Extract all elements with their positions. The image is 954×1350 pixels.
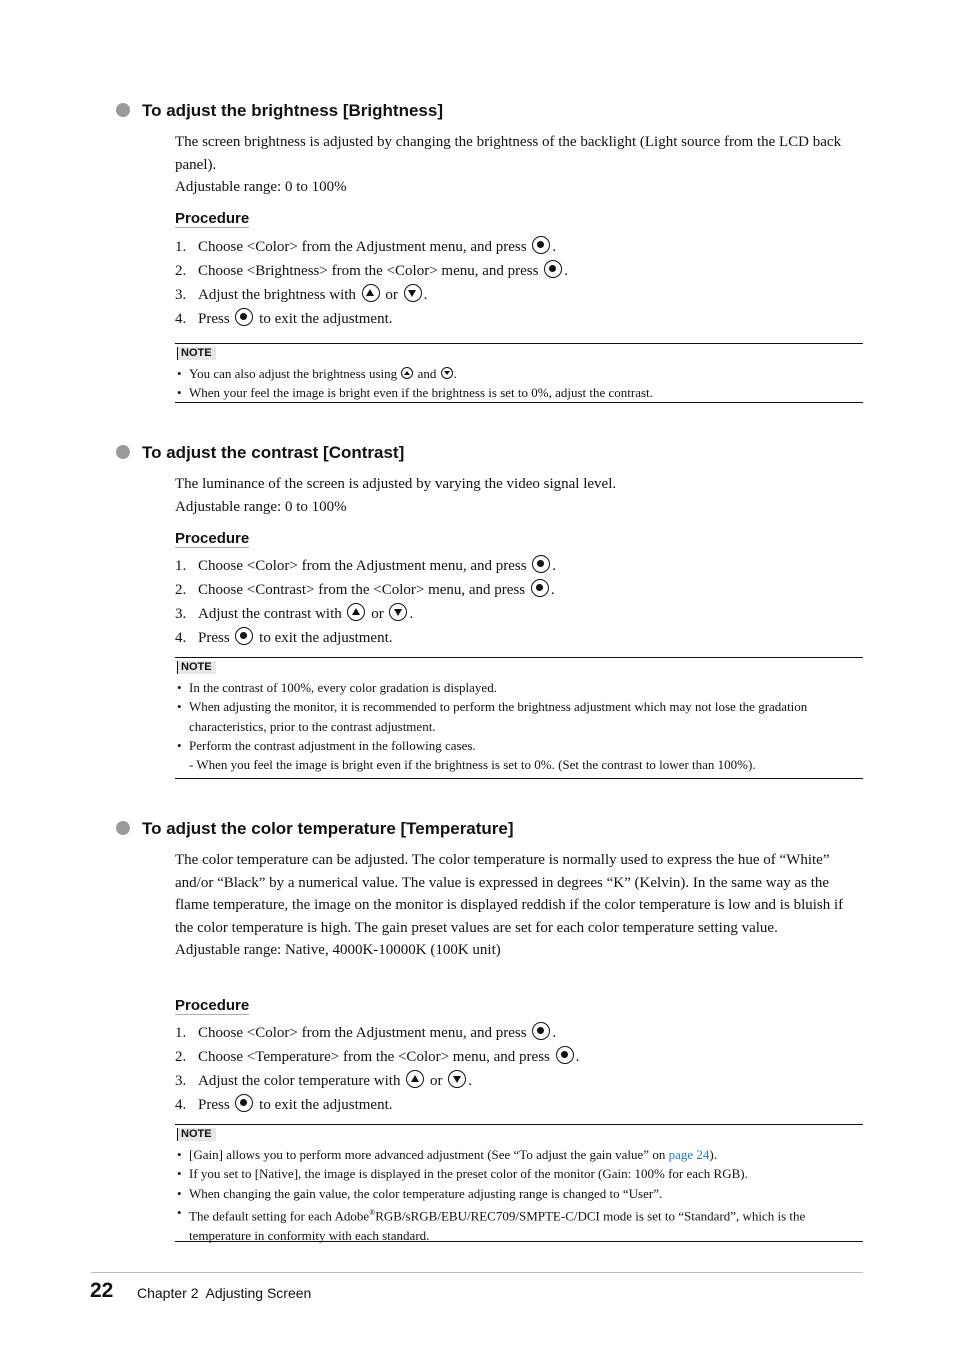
temperature-procedure-label: Procedure [175,997,250,1014]
up-button-icon [362,284,380,302]
enter-button-icon [532,555,550,573]
page-24-link[interactable]: page 24 [668,1147,710,1162]
note-label: NOTE [177,347,216,360]
note-item: • The default setting for each Adobe®RGB/sRGB/EBU/REC709/SMPTE-C/DCI mode is set to “Standard”, which is the temperature in conformity with each standard. [175,1203,863,1245]
temperature-steps [175,1021,865,1117]
list-item: 2. Choose <Temperature> from the <Color> menu, and press . [175,1045,865,1069]
enter-button-icon [235,627,253,645]
note-item: • You can also adjust the brightness using and . [175,364,863,383]
page-number: 22 [90,1279,114,1302]
enter-button-icon [235,1094,253,1112]
down-button-icon [448,1070,466,1088]
brightness-note [175,343,863,403]
note-item: • If you set to [Native], the image is displayed in the preset color of the monitor (Gain: 100% for each RGB). [175,1164,863,1183]
note-label: NOTE [177,661,216,674]
list-item: 2. Choose <Contrast> from the <Color> menu, and press . [175,578,865,602]
enter-button-icon [532,236,550,254]
note-item: • When adjusting the monitor, it is recommended to perform the brightness adjustment which may not lose the gradation characteristics, prior to the contrast adjustment. [175,697,863,736]
up-button-icon [347,603,365,621]
note-subitem: - When you feel the image is bright even if the brightness is set to 0%. (Set the contrast to lower than 100%). [189,757,756,773]
brightness-heading: To adjust the brightness [Brightness] [116,101,443,121]
brightness-description: The screen brightness is adjusted by changing the brightness of the backlight (Light source from the LCD back panel). Adjustable range: 0 to 100% [175,134,842,195]
list-item: 3. Adjust the color temperature with or . [175,1069,865,1093]
temperature-heading: To adjust the color temperature [Temperature] [116,819,514,839]
contrast-note [175,657,863,779]
brightness-steps [175,235,865,331]
enter-button-icon [532,1022,550,1040]
list-item: 1. Choose <Color> from the Adjustment menu, and press . [175,1021,865,1045]
note-item: • [Gain] allows you to perform more advanced adjustment (See “To adjust the gain value” on page 24). [175,1145,863,1164]
brightness-procedure-label: Procedure [175,210,250,227]
down-button-icon [404,284,422,302]
note-label: NOTE [177,1128,216,1141]
note-item: • When your feel the image is bright even if the brightness is set to 0%, adjust the contrast. [175,383,863,402]
down-button-icon [389,603,407,621]
note-item: • When changing the gain value, the color temperature adjusting range is changed to “User”. [175,1184,863,1203]
list-item: 4. Press to exit the adjustment. [175,307,865,331]
enter-button-icon [235,308,253,326]
down-button-icon [441,367,453,379]
contrast-steps [175,554,865,650]
bullet-circle-icon [116,821,130,835]
enter-button-icon [556,1046,574,1064]
contrast-procedure-label: Procedure [175,530,250,547]
contrast-heading: To adjust the contrast [Contrast] [116,443,404,463]
contrast-description: The luminance of the screen is adjusted by varying the video signal level. Adjustable range: 0 to 100% [175,476,617,515]
list-item: 2. Choose <Brightness> from the <Color> menu, and press . [175,259,865,283]
temperature-note [175,1124,863,1242]
bullet-circle-icon [116,103,130,117]
list-item: 4. Press to exit the adjustment. [175,626,865,650]
list-item: 3. Adjust the brightness with or . [175,283,865,307]
list-item: 4. Press to exit the adjustment. [175,1093,865,1117]
enter-button-icon [544,260,562,278]
chapter-title: Chapter 2 Adjusting Screen [137,1285,312,1301]
list-item: 1. Choose <Color> from the Adjustment menu, and press . [175,235,865,259]
note-item: • Perform the contrast adjustment in the following cases. [175,736,863,755]
up-button-icon [401,367,413,379]
bullet-circle-icon [116,445,130,459]
footer-divider [91,1272,863,1273]
enter-button-icon [531,579,549,597]
up-button-icon [406,1070,424,1088]
list-item: 3. Adjust the contrast with or . [175,602,865,626]
note-item: • In the contrast of 100%, every color gradation is displayed. [175,678,863,697]
temperature-description: The color temperature can be adjusted. The color temperature is normally used to express the hue of “White” and/or “Black” by a numerical value. The value is expressed in degrees “K” (Kelvin). In the same way as the flame temperature, the image on the monitor is displayed reddish if the color temperature is low and is bluish if the color temperature is high. The gain preset values are set for each color temperature setting value. Adjustable range: Native, 4000K-10000K (100K unit) [175,852,844,958]
list-item: 1. Choose <Color> from the Adjustment menu, and press . [175,554,865,578]
